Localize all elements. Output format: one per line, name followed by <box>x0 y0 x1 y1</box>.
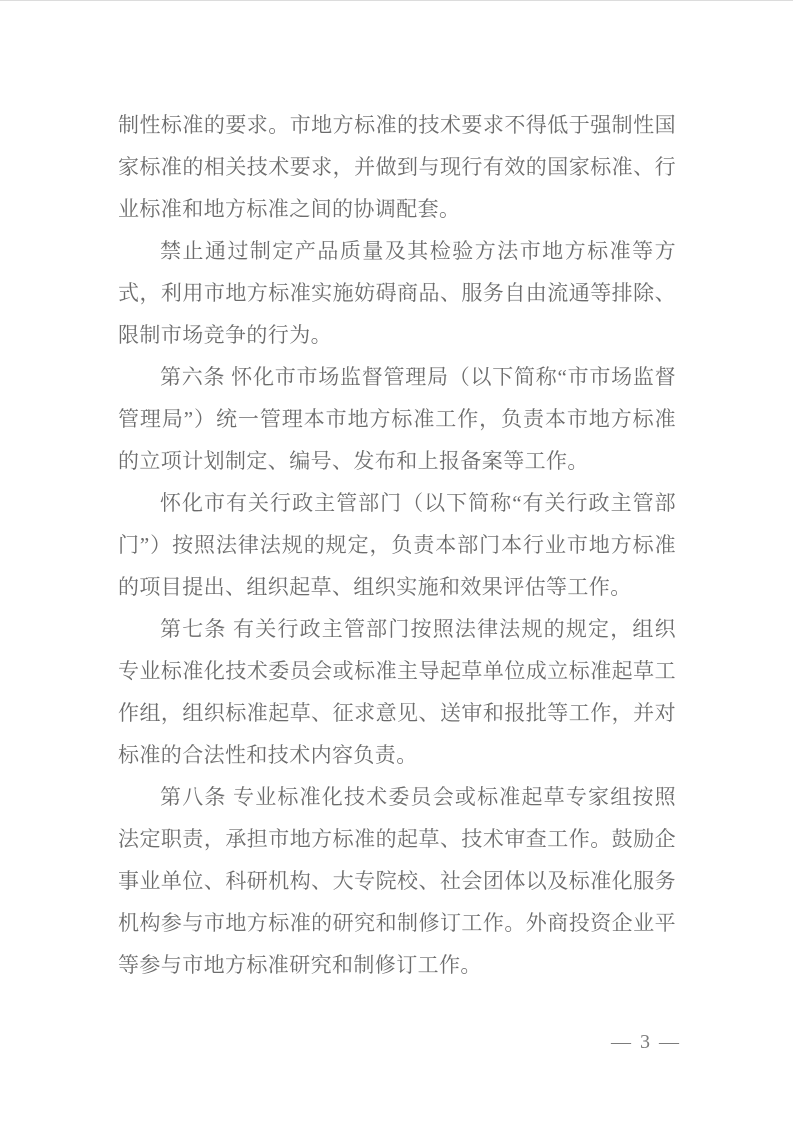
page-number: — 3 — <box>611 1031 681 1053</box>
paragraph-article-6: 第六条 怀化市市场监督管理局（以下简称“市市场监督管理局”）统一管理本市地方标准工作，负责本市地方标准的立项计划制定、编号、发布和上报备案等工作。 <box>118 365 676 473</box>
paragraph-article-8: 第八条 专业标准化技术委员会或标准起草专家组按照法定职责，承担市地方标准的起草、技术审查工作。鼓励企事业单位、科研机构、大专院校、社会团体以及标准化服务机构参与市地方标准的研究和制修订工作。外商投资企业平等参与市地方标准研究和制修订工作。 <box>118 785 676 977</box>
paragraph: 怀化市有关行政主管部门（以下简称“有关行政主管部门”）按照法律法规的规定，负责本部门本行业市地方标准的项目提出、组织起草、组织实施和效果评估等工作。 <box>118 491 676 599</box>
paragraph-article-7: 第七条 有关行政主管部门按照法律法规的规定，组织专业标准化技术委员会或标准主导起草单位成立标准起草工作组，组织标准起草、征求意见、送审和报批等工作，并对标准的合法性和技术内容负责。 <box>118 617 676 767</box>
paragraph-continuation: 制性标准的要求。市地方标准的技术要求不得低于强制性国家标准的相关技术要求，并做到与现行有效的国家标准、行业标准和地方标准之间的协调配套。 <box>118 113 676 221</box>
document-body <box>118 104 676 986</box>
paragraph: 禁止通过制定产品质量及其检验方法市地方标准等方式，利用市地方标准实施妨碍商品、服务自由流通等排除、限制市场竞争的行为。 <box>118 239 676 347</box>
